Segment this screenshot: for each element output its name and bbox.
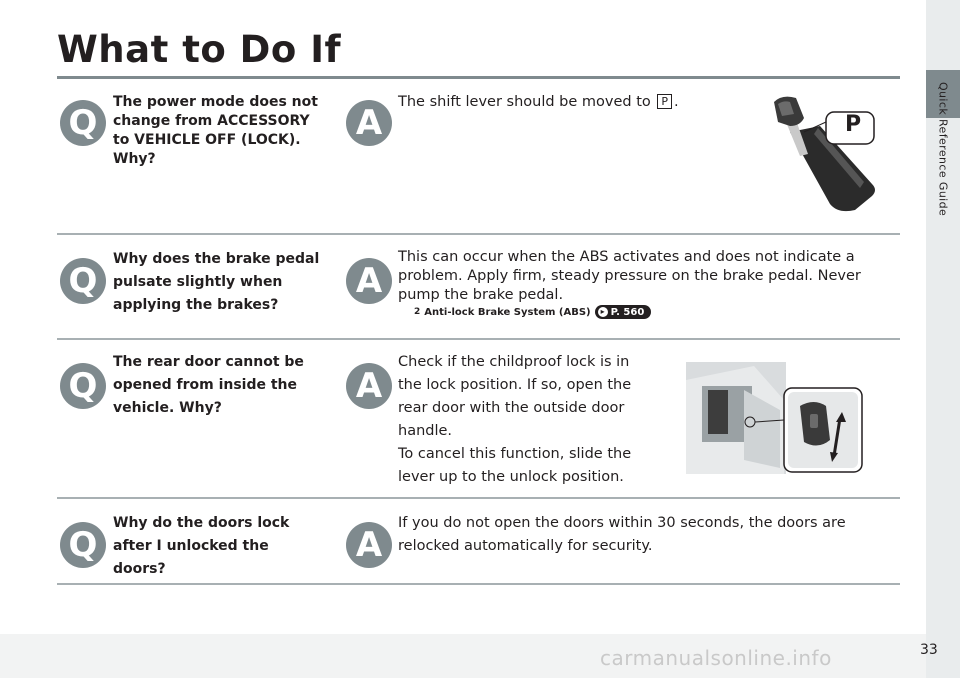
question-badge: Q: [60, 522, 106, 568]
answer-line: the lock position. If so, open the: [398, 377, 632, 393]
question-text: The power mode does not change from ACCESSORY to VEHICLE OFF (LOCK). Why?: [113, 94, 318, 167]
question-badge: Q: [60, 258, 106, 304]
question-text: The rear door cannot be opened from inside the vehicle. Why?: [113, 354, 304, 416]
answer-badge: A: [346, 100, 392, 146]
answer-text: If you do not open the doors within 30 seconds, the doors are relocked automatically for security.: [398, 515, 846, 554]
childproof-lock-illustration: [684, 360, 866, 476]
cross-reference[interactable]: [414, 305, 651, 319]
answer-line: Check if the childproof lock is in: [398, 354, 630, 370]
park-key-glyph: P: [657, 94, 672, 109]
answer-text: This can occur when the ABS activates and does not indicate a problem. Apply firm, steady pressure on the brake pedal. Never pump the brake pedal.: [398, 249, 861, 303]
shift-lever-illustration: [760, 92, 880, 216]
question-badge: Q: [60, 100, 106, 146]
answer-line: rear door with the outside door: [398, 400, 625, 416]
page-title: What to Do If: [57, 28, 342, 71]
row-divider: [57, 233, 900, 235]
page-number: 33: [920, 642, 938, 658]
answer-text: [398, 351, 658, 489]
answer-line: To cancel this function, slide the: [398, 446, 632, 462]
answer-text-after: .: [674, 94, 679, 110]
answer-text-before: The shift lever should be moved to: [398, 94, 651, 110]
callout-label: P: [844, 112, 862, 137]
answer-badge: A: [346, 522, 392, 568]
page-link-icon: ▸: [598, 307, 608, 317]
side-label: Quick Reference Guide: [936, 82, 950, 217]
page-link[interactable]: [595, 305, 652, 319]
row-divider: [57, 497, 900, 499]
page-link-label: P. 560: [610, 306, 645, 318]
answer-line: lever up to the unlock position.: [398, 469, 624, 485]
question-text: Why do the doors lock after I unlocked the doors?: [113, 515, 290, 577]
watermark: carmanualsonline.info: [600, 646, 832, 670]
question-text: Why does the brake pedal pulsate slightly when applying the brakes?: [113, 251, 320, 313]
reference-arrow-icon: 2: [414, 307, 421, 317]
row-divider: [57, 338, 900, 340]
answer-badge: A: [346, 363, 392, 409]
question-badge: Q: [60, 363, 106, 409]
answer-badge: A: [346, 258, 392, 304]
reference-label: Anti-lock Brake System (ABS): [424, 306, 591, 318]
answer-line: handle.: [398, 423, 453, 439]
row-divider: [57, 583, 900, 585]
title-divider: [57, 76, 900, 79]
answer-text: [398, 93, 679, 112]
